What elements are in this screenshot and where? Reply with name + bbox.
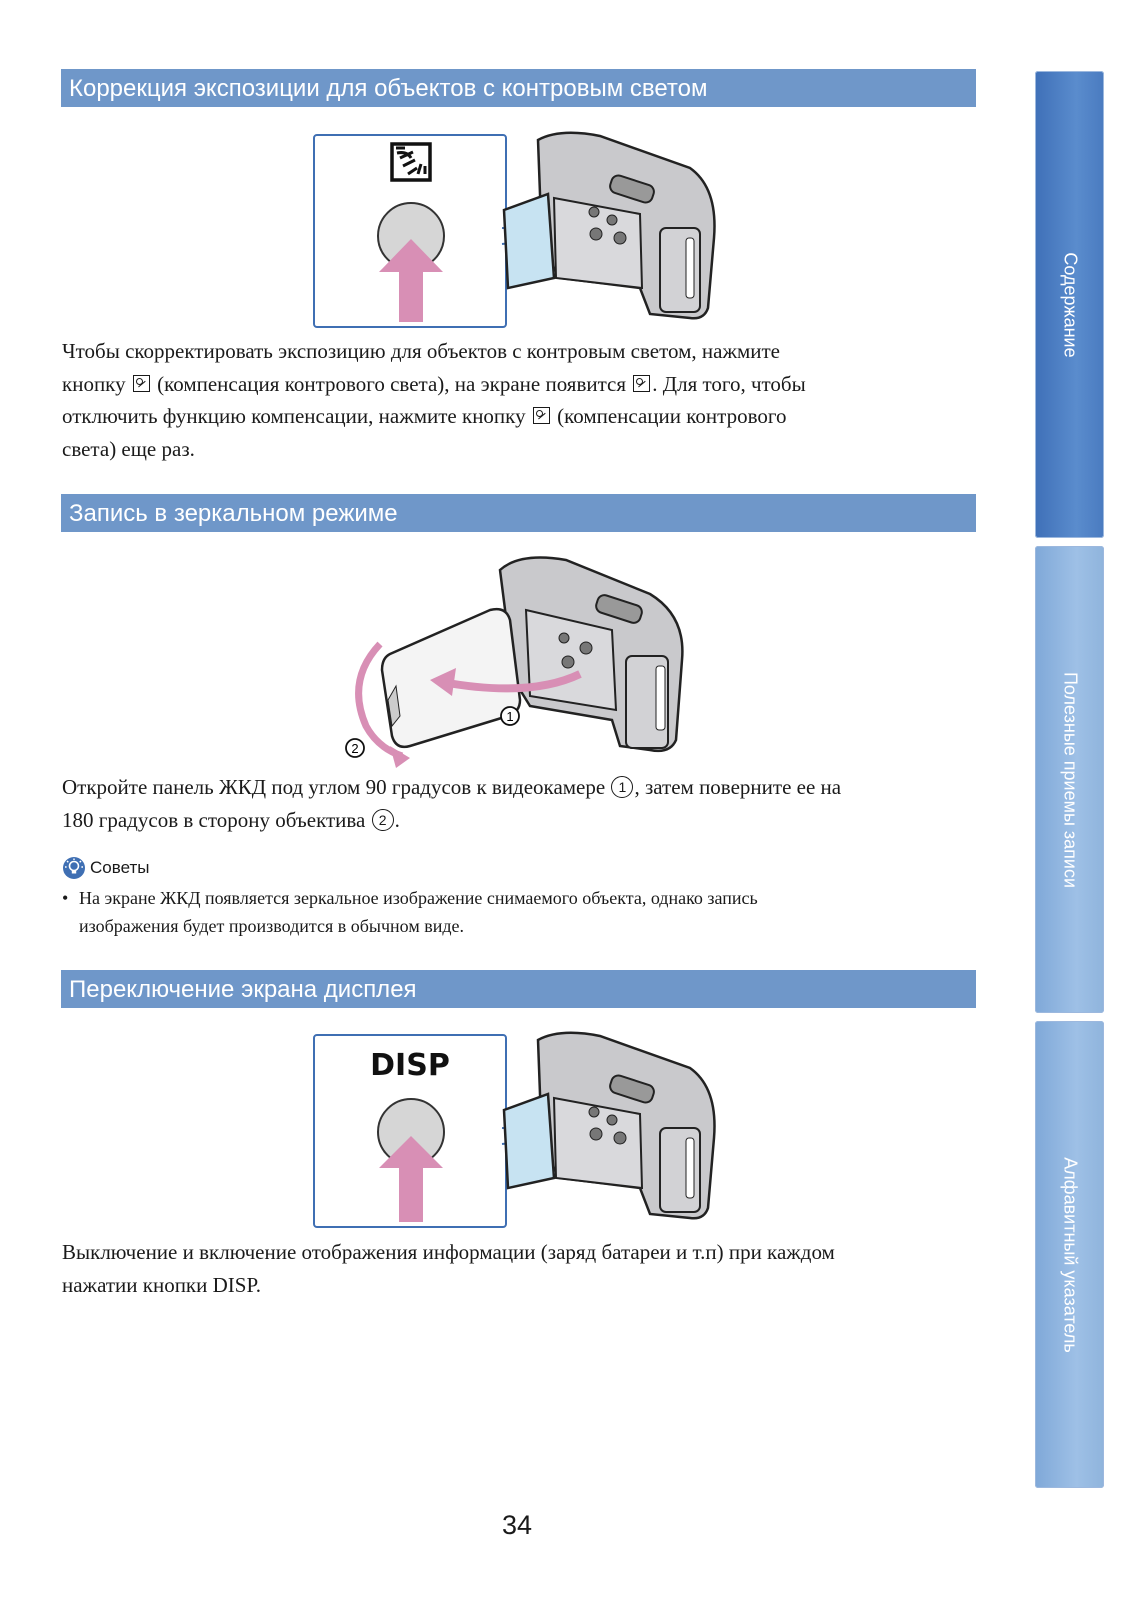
backlight-icon [633, 375, 650, 392]
lightbulb-icon [62, 856, 86, 880]
step-1-label: 1 [506, 709, 514, 724]
tab-contents[interactable] [1035, 71, 1104, 538]
backlight-button-diagram [313, 134, 507, 328]
step-1-inline: 1 [611, 776, 633, 798]
tip-item: • На экране ЖКД появляется зеркальное изображение снимаемого объекта, однако запись изображения будет производится в обычном виде. [62, 884, 962, 940]
section-title-backlight: Коррекция экспозиции для объектов с контровым светом [61, 69, 976, 107]
camcorder-illustration-3 [490, 1028, 730, 1228]
section-title-display: Переключение экрана дисплея [61, 970, 976, 1008]
tab-index-label: Алфавитный указатель [1060, 1156, 1080, 1353]
mirror-description: Откройте панель ЖКД под углом 90 градусов к видеокамере 1 , затем поверните ее на 180 градусов в сторону объектива 2 . [62, 775, 842, 832]
backlight-icon [133, 375, 150, 392]
disp-button-diagram [313, 1034, 507, 1228]
bullet: • [62, 888, 69, 908]
section-title-mirror: Запись в зеркальном режиме [61, 494, 976, 532]
camcorder-mirror-illustration [330, 550, 700, 770]
tips-heading: Советы [62, 856, 149, 880]
camcorder-illustration-1 [490, 128, 730, 328]
page-number: 34 [501, 1510, 533, 1540]
disp-label: DISP [370, 1048, 450, 1083]
backlight-icon [533, 407, 550, 424]
step-2-inline: 2 [372, 809, 394, 831]
tab-contents-label: Содержание [1060, 251, 1080, 358]
backlight-icon [392, 144, 430, 180]
tab-useful-tips[interactable] [1035, 546, 1104, 1013]
backlight-description: Чтобы скорректировать экспозицию для объектов с контровым светом, нажмите кнопку (компенсация контрового света), на экране появится . Для того, чтобы отключить функцию компенсации, нажмите кнопку (компенсации контрового света) еще раз. [62, 339, 806, 461]
tab-index[interactable] [1035, 1021, 1104, 1488]
step-2-label: 2 [351, 741, 359, 756]
display-description: Выключение и включение отображения информации (заряд батареи и т.п) при каждом нажатии кнопки DISP. [62, 1240, 835, 1297]
tab-useful-tips-label: Полезные приемы записи [1060, 671, 1080, 888]
